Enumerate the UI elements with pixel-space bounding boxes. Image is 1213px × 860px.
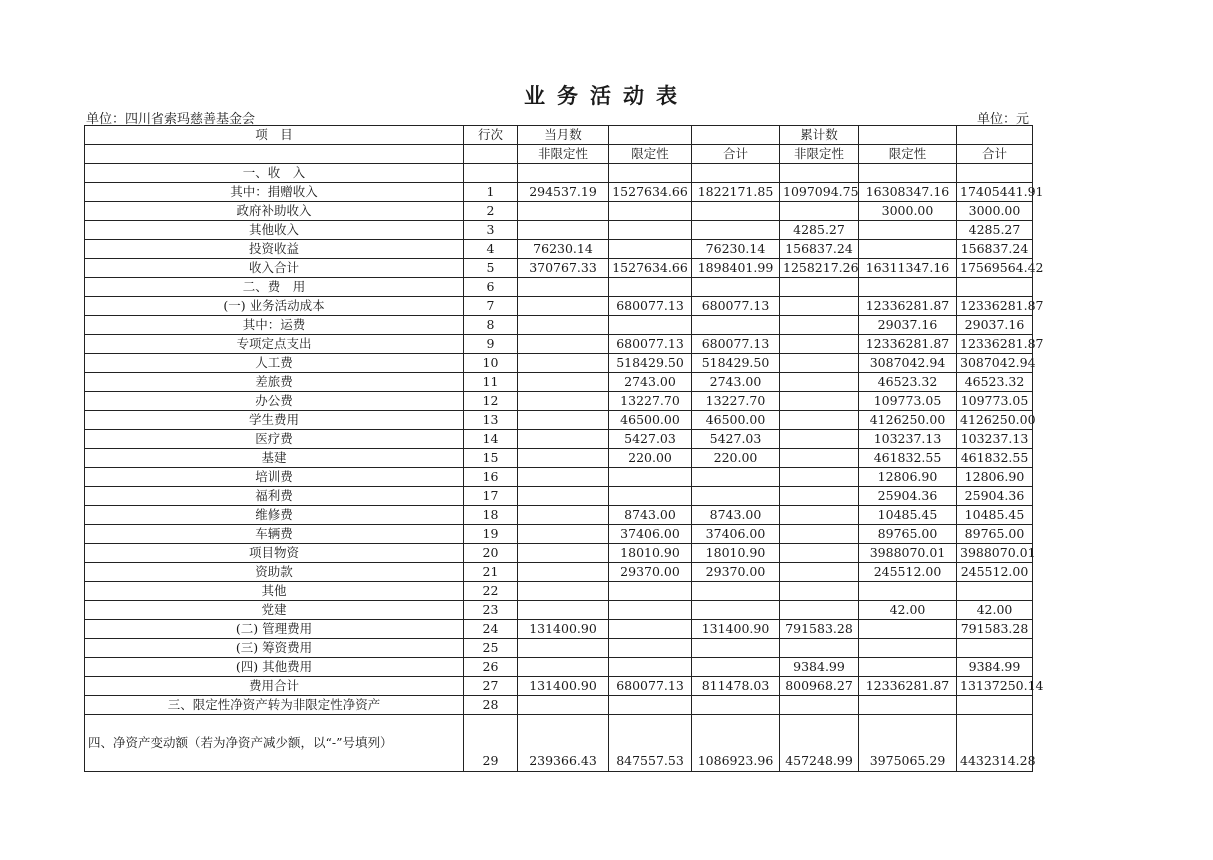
- month-unrestricted-cell: [518, 563, 609, 582]
- month-total-cell: 13227.70: [692, 392, 780, 411]
- cum-unrestricted-cell: [780, 544, 859, 563]
- month-total-cell: 2743.00: [692, 373, 780, 392]
- table-row: [85, 278, 1033, 297]
- table-row: [85, 506, 1033, 525]
- item-label-cell: (二) 管理费用: [85, 620, 464, 639]
- month-unrestricted-cell: [518, 601, 609, 620]
- item-label-cell: (四) 其他费用: [85, 658, 464, 677]
- month-total-cell: [692, 164, 780, 183]
- cum-unrestricted-cell: [780, 487, 859, 506]
- item-label-cell: 医疗费: [85, 430, 464, 449]
- cum-total-cell: 3988070.01: [957, 544, 1033, 563]
- month-total-cell: [692, 487, 780, 506]
- row-number-cell: 7: [464, 297, 518, 316]
- cum-total-cell: 9384.99: [957, 658, 1033, 677]
- cum-total-cell: 12336281.87: [957, 297, 1033, 316]
- cum-total-cell: 46523.32: [957, 373, 1033, 392]
- month-unrestricted-cell: [518, 316, 609, 335]
- row-number-cell: 26: [464, 658, 518, 677]
- table-row: [85, 354, 1033, 373]
- header-cum-restricted: 限定性: [859, 145, 957, 164]
- cum-restricted-cell: 12806.90: [859, 468, 957, 487]
- row-number-cell: 29: [464, 715, 518, 772]
- month-restricted-cell: 13227.70: [609, 392, 692, 411]
- cum-restricted-cell: 89765.00: [859, 525, 957, 544]
- item-label-cell: 二、费 用: [85, 278, 464, 297]
- month-unrestricted-cell: [518, 525, 609, 544]
- cum-restricted-cell: [859, 639, 957, 658]
- row-number-cell: [464, 164, 518, 183]
- month-restricted-cell: 1527634.66: [609, 183, 692, 202]
- month-total-cell: 518429.50: [692, 354, 780, 373]
- month-total-cell: [692, 202, 780, 221]
- month-total-cell: [692, 278, 780, 297]
- table-row: [85, 468, 1033, 487]
- row-number-cell: 13: [464, 411, 518, 430]
- table-row: [85, 525, 1033, 544]
- cum-restricted-cell: 25904.36: [859, 487, 957, 506]
- table-row: [85, 639, 1033, 658]
- table-row: [85, 601, 1033, 620]
- item-label-cell: 差旅费: [85, 373, 464, 392]
- table-row: [85, 240, 1033, 259]
- month-total-cell: 680077.13: [692, 335, 780, 354]
- cum-unrestricted-cell: [780, 525, 859, 544]
- item-label-cell: 基建: [85, 449, 464, 468]
- cum-restricted-cell: 4126250.00: [859, 411, 957, 430]
- report-title: 业务活动表: [524, 83, 689, 108]
- cum-total-cell: 245512.00: [957, 563, 1033, 582]
- cum-unrestricted-cell: 9384.99: [780, 658, 859, 677]
- cum-restricted-cell: 109773.05: [859, 392, 957, 411]
- row-number-cell: 21: [464, 563, 518, 582]
- month-restricted-cell: 518429.50: [609, 354, 692, 373]
- month-restricted-cell: [609, 316, 692, 335]
- month-unrestricted-cell: [518, 297, 609, 316]
- month-restricted-cell: 1527634.66: [609, 259, 692, 278]
- month-unrestricted-cell: 370767.33: [518, 259, 609, 278]
- organization-unit: 单位：四川省索玛慈善基金会: [86, 112, 256, 127]
- month-restricted-cell: [609, 240, 692, 259]
- month-restricted-cell: 8743.00: [609, 506, 692, 525]
- cum-unrestricted-cell: [780, 392, 859, 411]
- table-row: [85, 259, 1033, 278]
- row-number-cell: 2: [464, 202, 518, 221]
- month-total-cell: [692, 658, 780, 677]
- cum-total-cell: 25904.36: [957, 487, 1033, 506]
- month-total-cell: 5427.03: [692, 430, 780, 449]
- row-number-cell: 9: [464, 335, 518, 354]
- item-label-cell: 四、净资产变动额（若为净资产减少额，以“-”号填列）: [85, 715, 464, 772]
- row-number-cell: 4: [464, 240, 518, 259]
- table-row: [85, 164, 1033, 183]
- table-row: [85, 392, 1033, 411]
- item-label-cell: 办公费: [85, 392, 464, 411]
- cum-unrestricted-cell: [780, 639, 859, 658]
- month-restricted-cell: [609, 696, 692, 715]
- item-label-cell: 其他收入: [85, 221, 464, 240]
- row-number-cell: 11: [464, 373, 518, 392]
- item-label-cell: 车辆费: [85, 525, 464, 544]
- item-label-cell: (一) 业务活动成本: [85, 297, 464, 316]
- month-unrestricted-cell: [518, 468, 609, 487]
- cum-unrestricted-cell: [780, 202, 859, 221]
- cum-unrestricted-cell: [780, 335, 859, 354]
- month-unrestricted-cell: [518, 164, 609, 183]
- cum-total-cell: [957, 164, 1033, 183]
- table-row: [85, 487, 1033, 506]
- cum-restricted-cell: [859, 582, 957, 601]
- month-total-cell: 18010.90: [692, 544, 780, 563]
- table-row: [85, 544, 1033, 563]
- month-restricted-cell: [609, 487, 692, 506]
- header-row-2: [85, 145, 1033, 164]
- cum-restricted-cell: 3087042.94: [859, 354, 957, 373]
- month-restricted-cell: 2743.00: [609, 373, 692, 392]
- cum-restricted-cell: [859, 658, 957, 677]
- cum-unrestricted-cell: [780, 582, 859, 601]
- month-total-cell: [692, 696, 780, 715]
- month-unrestricted-cell: [518, 354, 609, 373]
- month-unrestricted-cell: 131400.90: [518, 677, 609, 696]
- table-row: [85, 449, 1033, 468]
- table-row: [85, 373, 1033, 392]
- cum-restricted-cell: 245512.00: [859, 563, 957, 582]
- month-restricted-cell: 847557.53: [609, 715, 692, 772]
- item-label-cell: 学生费用: [85, 411, 464, 430]
- cum-total-cell: 17405441.91: [957, 183, 1033, 202]
- month-unrestricted-cell: 239366.43: [518, 715, 609, 772]
- month-restricted-cell: [609, 468, 692, 487]
- month-unrestricted-cell: [518, 373, 609, 392]
- month-total-cell: [692, 221, 780, 240]
- table-row: [85, 563, 1033, 582]
- table-row: [85, 335, 1033, 354]
- month-total-cell: 1822171.85: [692, 183, 780, 202]
- currency-unit: 单位：元: [977, 112, 1030, 127]
- item-label-cell: 其他: [85, 582, 464, 601]
- month-restricted-cell: 37406.00: [609, 525, 692, 544]
- cum-restricted-cell: [859, 696, 957, 715]
- item-label-cell: 政府补助收入: [85, 202, 464, 221]
- month-total-cell: [692, 639, 780, 658]
- header-blank: [464, 145, 518, 164]
- month-restricted-cell: 220.00: [609, 449, 692, 468]
- table-row: [85, 316, 1033, 335]
- item-label-cell: 其中：捐赠收入: [85, 183, 464, 202]
- month-unrestricted-cell: [518, 582, 609, 601]
- cum-restricted-cell: 42.00: [859, 601, 957, 620]
- row-number-cell: 28: [464, 696, 518, 715]
- row-number-cell: 22: [464, 582, 518, 601]
- table-row: [85, 658, 1033, 677]
- header-blank: [609, 126, 692, 145]
- month-restricted-cell: 46500.00: [609, 411, 692, 430]
- item-label-cell: 一、收 入: [85, 164, 464, 183]
- month-restricted-cell: [609, 620, 692, 639]
- month-restricted-cell: 680077.13: [609, 677, 692, 696]
- header-cumulative: 累计数: [780, 126, 859, 145]
- row-number-cell: 18: [464, 506, 518, 525]
- item-label-cell: 资助款: [85, 563, 464, 582]
- cum-unrestricted-cell: 791583.28: [780, 620, 859, 639]
- month-restricted-cell: 5427.03: [609, 430, 692, 449]
- cum-unrestricted-cell: [780, 411, 859, 430]
- month-total-cell: [692, 582, 780, 601]
- month-restricted-cell: 680077.13: [609, 335, 692, 354]
- cum-unrestricted-cell: 4285.27: [780, 221, 859, 240]
- row-number-cell: 15: [464, 449, 518, 468]
- month-restricted-cell: [609, 658, 692, 677]
- table-row: [85, 297, 1033, 316]
- month-total-cell: 811478.03: [692, 677, 780, 696]
- month-total-cell: 131400.90: [692, 620, 780, 639]
- item-label-cell: (三) 筹资费用: [85, 639, 464, 658]
- cum-unrestricted-cell: [780, 430, 859, 449]
- month-total-cell: 37406.00: [692, 525, 780, 544]
- cum-restricted-cell: 12336281.87: [859, 335, 957, 354]
- item-label-cell: 人工费: [85, 354, 464, 373]
- month-restricted-cell: 680077.13: [609, 297, 692, 316]
- cum-total-cell: 791583.28: [957, 620, 1033, 639]
- month-restricted-cell: [609, 582, 692, 601]
- month-unrestricted-cell: 131400.90: [518, 620, 609, 639]
- month-unrestricted-cell: [518, 544, 609, 563]
- item-label-cell: 党建: [85, 601, 464, 620]
- cum-unrestricted-cell: [780, 278, 859, 297]
- row-number-cell: 3: [464, 221, 518, 240]
- cum-restricted-cell: 461832.55: [859, 449, 957, 468]
- month-restricted-cell: [609, 164, 692, 183]
- cum-unrestricted-cell: 457248.99: [780, 715, 859, 772]
- month-restricted-cell: 18010.90: [609, 544, 692, 563]
- cum-total-cell: 17569564.42: [957, 259, 1033, 278]
- header-blank: [85, 145, 464, 164]
- cum-total-cell: [957, 582, 1033, 601]
- month-total-cell: 8743.00: [692, 506, 780, 525]
- cum-restricted-cell: [859, 278, 957, 297]
- table-row: [85, 430, 1033, 449]
- item-label-cell: 维修费: [85, 506, 464, 525]
- cum-total-cell: 461832.55: [957, 449, 1033, 468]
- cum-total-cell: 42.00: [957, 601, 1033, 620]
- cum-total-cell: 29037.16: [957, 316, 1033, 335]
- month-unrestricted-cell: [518, 202, 609, 221]
- row-number-cell: 17: [464, 487, 518, 506]
- cum-unrestricted-cell: [780, 297, 859, 316]
- cum-restricted-cell: 16311347.16: [859, 259, 957, 278]
- month-restricted-cell: [609, 202, 692, 221]
- month-unrestricted-cell: [518, 487, 609, 506]
- cum-total-cell: 156837.24: [957, 240, 1033, 259]
- cum-unrestricted-cell: [780, 316, 859, 335]
- row-number-cell: 27: [464, 677, 518, 696]
- month-restricted-cell: [609, 278, 692, 297]
- month-total-cell: 680077.13: [692, 297, 780, 316]
- cum-unrestricted-cell: [780, 506, 859, 525]
- cum-total-cell: [957, 639, 1033, 658]
- cum-unrestricted-cell: 1258217.26: [780, 259, 859, 278]
- header-month-unrestricted: 非限定性: [518, 145, 609, 164]
- month-unrestricted-cell: [518, 335, 609, 354]
- month-unrestricted-cell: [518, 278, 609, 297]
- header-item: 项 目: [85, 126, 464, 145]
- cum-restricted-cell: 12336281.87: [859, 677, 957, 696]
- row-number-cell: 23: [464, 601, 518, 620]
- table-row: [85, 620, 1033, 639]
- table-row: [85, 696, 1033, 715]
- cum-restricted-cell: 46523.32: [859, 373, 957, 392]
- item-label-cell: 项目物资: [85, 544, 464, 563]
- cum-restricted-cell: 10485.45: [859, 506, 957, 525]
- cum-restricted-cell: 103237.13: [859, 430, 957, 449]
- month-unrestricted-cell: [518, 639, 609, 658]
- month-total-cell: 1898401.99: [692, 259, 780, 278]
- cum-total-cell: 3000.00: [957, 202, 1033, 221]
- cum-unrestricted-cell: [780, 373, 859, 392]
- month-total-cell: [692, 468, 780, 487]
- table-row: [85, 715, 1033, 772]
- cum-unrestricted-cell: [780, 449, 859, 468]
- cum-unrestricted-cell: [780, 601, 859, 620]
- row-number-cell: 19: [464, 525, 518, 544]
- header-month-total: 合计: [692, 145, 780, 164]
- header-cum-unrestricted: 非限定性: [780, 145, 859, 164]
- month-restricted-cell: [609, 639, 692, 658]
- header-blank: [692, 126, 780, 145]
- cum-unrestricted-cell: [780, 164, 859, 183]
- cum-restricted-cell: 3000.00: [859, 202, 957, 221]
- cum-restricted-cell: 29037.16: [859, 316, 957, 335]
- month-total-cell: 76230.14: [692, 240, 780, 259]
- month-restricted-cell: 29370.00: [609, 563, 692, 582]
- month-unrestricted-cell: [518, 696, 609, 715]
- table-row: [85, 582, 1033, 601]
- header-current-month: 当月数: [518, 126, 609, 145]
- row-number-cell: 25: [464, 639, 518, 658]
- cum-total-cell: 3087042.94: [957, 354, 1033, 373]
- item-label-cell: 费用合计: [85, 677, 464, 696]
- cum-total-cell: 13137250.14: [957, 677, 1033, 696]
- month-total-cell: [692, 601, 780, 620]
- month-total-cell: 220.00: [692, 449, 780, 468]
- item-label-cell: 培训费: [85, 468, 464, 487]
- cum-total-cell: [957, 278, 1033, 297]
- cum-total-cell: 109773.05: [957, 392, 1033, 411]
- cum-restricted-cell: 12336281.87: [859, 297, 957, 316]
- row-number-cell: 6: [464, 278, 518, 297]
- activity-report-table: [84, 125, 1044, 772]
- item-label-cell: 投资收益: [85, 240, 464, 259]
- row-number-cell: 16: [464, 468, 518, 487]
- item-label-cell: 其中：运费: [85, 316, 464, 335]
- header-month-restricted: 限定性: [609, 145, 692, 164]
- cum-total-cell: 12336281.87: [957, 335, 1033, 354]
- month-unrestricted-cell: 76230.14: [518, 240, 609, 259]
- row-number-cell: 5: [464, 259, 518, 278]
- item-label-cell: 三、限定性净资产转为非限定性净资产: [85, 696, 464, 715]
- month-unrestricted-cell: [518, 449, 609, 468]
- header-blank: [859, 126, 957, 145]
- cum-unrestricted-cell: 800968.27: [780, 677, 859, 696]
- table-row: [85, 202, 1033, 221]
- month-unrestricted-cell: [518, 411, 609, 430]
- cum-unrestricted-cell: 156837.24: [780, 240, 859, 259]
- cum-restricted-cell: [859, 620, 957, 639]
- month-total-cell: 46500.00: [692, 411, 780, 430]
- cum-restricted-cell: [859, 164, 957, 183]
- cum-restricted-cell: 3975065.29: [859, 715, 957, 772]
- month-unrestricted-cell: [518, 221, 609, 240]
- month-unrestricted-cell: [518, 392, 609, 411]
- header-row-number: 行次: [464, 126, 518, 145]
- header-cum-total: 合计: [957, 145, 1033, 164]
- row-number-cell: 24: [464, 620, 518, 639]
- cum-total-cell: 10485.45: [957, 506, 1033, 525]
- row-number-cell: 20: [464, 544, 518, 563]
- month-unrestricted-cell: [518, 430, 609, 449]
- row-number-cell: 12: [464, 392, 518, 411]
- cum-total-cell: 12806.90: [957, 468, 1033, 487]
- cum-restricted-cell: [859, 221, 957, 240]
- month-unrestricted-cell: [518, 658, 609, 677]
- cum-restricted-cell: 16308347.16: [859, 183, 957, 202]
- cum-total-cell: 4432314.28: [957, 715, 1033, 772]
- month-total-cell: 29370.00: [692, 563, 780, 582]
- cum-restricted-cell: [859, 240, 957, 259]
- cum-total-cell: 4126250.00: [957, 411, 1033, 430]
- cum-unrestricted-cell: [780, 563, 859, 582]
- month-unrestricted-cell: 294537.19: [518, 183, 609, 202]
- month-restricted-cell: [609, 221, 692, 240]
- item-label-cell: 福利费: [85, 487, 464, 506]
- header-row-1: [85, 126, 1033, 145]
- month-total-cell: [692, 316, 780, 335]
- cum-total-cell: 89765.00: [957, 525, 1033, 544]
- cum-unrestricted-cell: [780, 354, 859, 373]
- cum-restricted-cell: 3988070.01: [859, 544, 957, 563]
- cum-total-cell: 4285.27: [957, 221, 1033, 240]
- table-row: [85, 221, 1033, 240]
- month-total-cell: 1086923.96: [692, 715, 780, 772]
- cum-unrestricted-cell: 1097094.75: [780, 183, 859, 202]
- table-row: [85, 183, 1033, 202]
- row-number-cell: 8: [464, 316, 518, 335]
- cum-total-cell: [957, 696, 1033, 715]
- table-row: [85, 411, 1033, 430]
- cum-unrestricted-cell: [780, 696, 859, 715]
- month-restricted-cell: [609, 601, 692, 620]
- item-label-cell: 专项定点支出: [85, 335, 464, 354]
- item-label-cell: 收入合计: [85, 259, 464, 278]
- cum-total-cell: 103237.13: [957, 430, 1033, 449]
- row-number-cell: 1: [464, 183, 518, 202]
- row-number-cell: 10: [464, 354, 518, 373]
- cum-unrestricted-cell: [780, 468, 859, 487]
- month-unrestricted-cell: [518, 506, 609, 525]
- row-number-cell: 14: [464, 430, 518, 449]
- table-row: [85, 677, 1033, 696]
- header-blank: [957, 126, 1033, 145]
